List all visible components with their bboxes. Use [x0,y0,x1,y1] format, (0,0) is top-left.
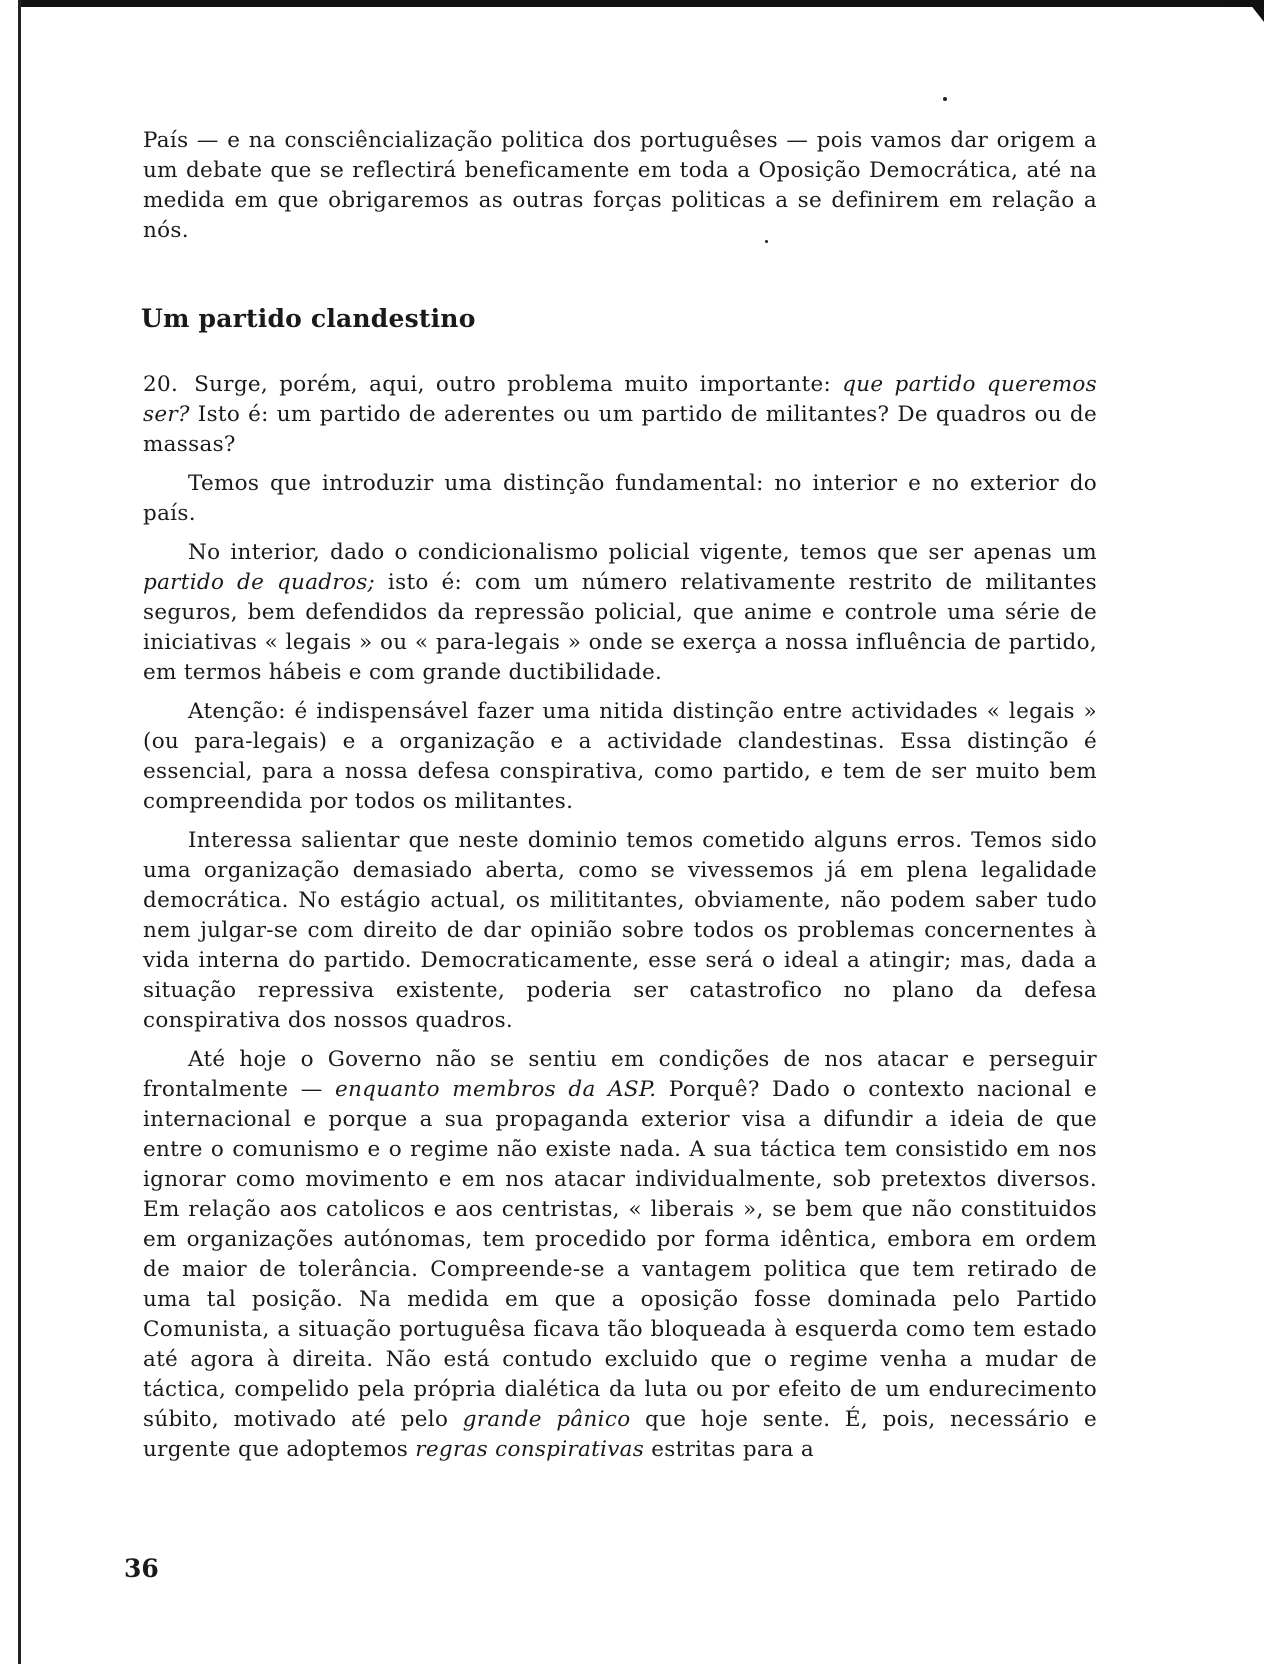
scan-speck [943,97,947,101]
emphasis-text: que partido queremos ser? [143,372,1097,427]
intro-paragraph [143,126,1097,246]
emphasis-text: grande pânico [462,1407,631,1432]
paragraph-text: No interior, dado o condicionalismo policial vigente, temos que ser apenas um [188,540,1097,565]
paragraph-text: Surge, porém, aqui, outro problema muito importante: [194,372,843,397]
page-left-border [18,0,21,1664]
paragraph-20 [143,370,1097,460]
paragraph-number: 20. [143,372,179,397]
body-text [143,370,1097,1465]
paragraph-governo [143,1045,1097,1465]
page-top-border [18,0,1264,7]
emphasis-text: partido de quadros; [143,570,376,595]
section-heading: Um partido clandestino [141,304,476,333]
paragraph-text: estritas para a [644,1437,814,1462]
paragraph-text: isto é: com um número relativamente restrito de militantes seguros, bem defendidos da repressão policial, que anime e controle uma série de iniciativas « legais » ou « para-legais » onde se exerça a nossa influência de partido, em termos hábeis e com grande ductibilidade. [143,570,1097,685]
paragraph-distincao: Temos que introduzir uma distinção fundamental: no interior e no exterior do país. [143,471,1097,526]
emphasis-text: enquanto membros da ASP. [335,1077,657,1102]
paragraph-atencao: Atenção: é indispensável fazer uma nitida distinção entre actividades « legais » (ou para-legais) e a organização e a actividade clandestinas. Essa distinção é essencial, para a nossa defesa conspirativa, como partido, e tem de ser muito bem compreendida por todos os militantes. [143,699,1097,814]
paragraph-interessa: Interessa salientar que neste dominio temos cometido alguns erros. Temos sido uma organização demasiado aberta, como se vivessemos já em plena legalidade democrática. No estágio actual, os milititantes, obviamente, não podem saber tudo nem julgar-se com direito de dar opinião sobre todos os problemas concernentes à vida interna do partido. Democraticamente, esse será o ideal a atingir; mas, dada a situação repressiva existente, poderia ser catastrofico no plano da defesa conspirativa dos nossos quadros. [143,828,1097,1033]
page-number: 36 [124,1554,159,1583]
emphasis-text: regras conspirativas [415,1437,645,1462]
paragraph-text: Até hoje o Governo não se sentiu em condições de nos atacar e perseguir frontalmente — [143,1047,1097,1102]
paragraph-text: Porquê? Dado o contexto nacional e internacional e porque a sua propaganda exterior visa a difundir a ideia de que entre o comunismo e o regime não existe nada. A sua táctica tem consistido em nos ignorar como movimento e em nos atacar individualmente, sob pretextos diversos. Em relação aos catolicos e aos centristas, « liberais », se bem que não constituidos em organizações autónomas, tem procedido por forma idêntica, embora em ordem de maior de tolerância. Compreende-se a vantagem politica que tem retirado de uma tal posição. Na medida em que a oposição fosse dominada pelo Partido Comunista, a situação portuguêsa ficava tão bloqueada à esquerda como tem estado até agora à direita. Não está contudo excluido que o regime venha a mudar de táctica, compelido pela própria dialética da luta ou por efeito de um endurecimento súbito, motivado até pelo [143,1077,1097,1432]
intro-text: País — e na consciêncialização politica dos portuguêses — pois vamos dar origem a um debate que se reflectirá beneficamente em toda a Oposição Democrática, até na medida em que obrigaremos as outras forças politicas a se definirem em relação a nós. [143,128,1097,243]
paragraph-text: Isto é: um partido de aderentes ou um partido de militantes? De quadros ou de massas? [143,402,1097,457]
page-corner-mark [1224,0,1264,22]
paragraph-text: que hoje sente. É, pois, necessário e urgente que adoptemos [143,1407,1098,1462]
paragraph-interior [143,538,1097,688]
